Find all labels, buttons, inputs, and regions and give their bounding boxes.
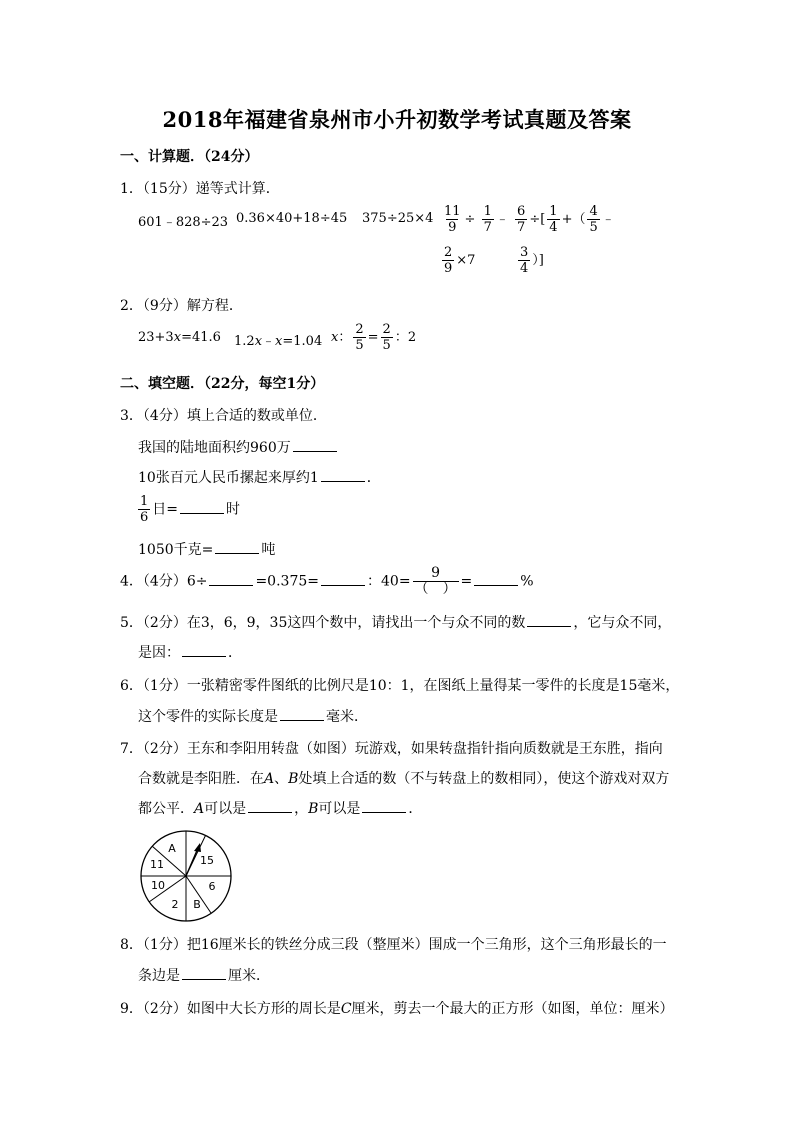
fraction: $\frac{11}{9}$ <box>444 204 461 235</box>
fraction: $\frac{2}{5}$ <box>382 322 391 353</box>
question-3-line-4: 1050千克= 吨 <box>138 542 276 558</box>
fraction: $\frac{1}{4}$ <box>549 204 558 235</box>
spinner-label: 2 <box>171 898 179 911</box>
answer-blank[interactable] <box>362 811 406 813</box>
equation-1: 23+3x=41.6 <box>138 330 221 345</box>
answer-blank[interactable] <box>215 552 259 554</box>
fraction: $\frac{1}{7}$ <box>483 204 492 235</box>
fraction: $\frac{2}{5}$ <box>355 322 364 353</box>
fraction: $\frac{6}{7}$ <box>517 204 526 235</box>
question-8-line-1: 8．（1分）把16厘米长的铁丝分成三段（整厘米）围成一个三角形，这个三角形最长的一 <box>120 937 667 953</box>
section-calculation: 一、计算题．（24分） <box>120 149 259 165</box>
question-6-line-2: 这个零件的实际长度是 毫米． <box>138 709 368 725</box>
section-fill-in: 二、填空题．（22分，每空1分） <box>120 376 325 392</box>
spinner-figure <box>138 828 234 924</box>
page-title: 2018年福建省泉州市小升初数学考试真题及答案 <box>162 107 632 132</box>
equation-3: x： $\frac{2}{5}$ = $\frac{2}{5}$ ：2 <box>331 322 417 353</box>
question-3-line-2: 10张百元人民币摞起来厚约1 ． <box>138 470 381 486</box>
spinner-label: 10 <box>151 879 165 892</box>
answer-blank[interactable] <box>180 512 224 514</box>
answer-blank[interactable] <box>321 480 365 482</box>
question-8-line-2: 条边是 厘米． <box>138 968 270 984</box>
answer-blank[interactable] <box>293 450 337 452</box>
question-1-heading: 1．（15分）递等式计算． <box>120 181 280 197</box>
question-7-line-2: 合数就是李阳胜．在A、B处填上合适的数（不与转盘上的数相同），使这个游戏对双方 <box>138 771 670 787</box>
question-3-line-3: $\frac{1}{6}$ 日= 时 <box>140 494 241 525</box>
question-7-line-1: 7．（2分）王东和李阳用转盘（如图）玩游戏，如果转盘指针指向质数就是王东胜，指向 <box>120 741 663 757</box>
answer-blank[interactable] <box>474 584 518 586</box>
equation-2: 1.2x﹣x=1.04 <box>234 334 323 349</box>
question-7-line-3: 都公平．A可以是 ，B可以是 ． <box>138 801 423 817</box>
fraction: $\frac{9}{( )}$ <box>414 565 457 597</box>
spinner-label: 15 <box>200 854 214 867</box>
spinner-label: 6 <box>208 880 216 893</box>
question-5-line-2: 是因： ． <box>138 645 242 661</box>
question-2-heading: 2．（9分）解方程． <box>120 298 243 314</box>
pointer-arrow-icon <box>194 843 201 852</box>
answer-blank[interactable] <box>182 978 226 980</box>
question-3-heading: 3．（4分）填上合适的数或单位． <box>120 408 327 424</box>
expression-1: 601﹣828÷23 <box>138 215 229 230</box>
question-5-line-1: 5．（2分）在3，6，9，35这四个数中，请找出一个与众不同的数 ，它与众不同， <box>120 615 672 631</box>
answer-blank[interactable] <box>321 584 365 586</box>
fraction: $\frac{3}{4}$ <box>520 245 529 276</box>
answer-blank[interactable] <box>248 811 292 813</box>
expression-4-line-1: $\frac{11}{9}$ ÷ $\frac{1}{7}$ ﹣ $\frac{6}{7}$ ÷[ $\frac{1}{4}$ +（ $\frac{4}{5}$ ﹣ <box>444 204 615 235</box>
spinner-label: 11 <box>150 858 164 871</box>
question-3-line-1: 我国的陆地面积约960万 <box>138 437 339 457</box>
answer-blank[interactable] <box>280 719 324 721</box>
fraction: $\frac{1}{6}$ <box>140 494 149 525</box>
answer-blank[interactable] <box>209 584 253 586</box>
spinner-label: B <box>193 898 201 911</box>
fraction: $\frac{2}{9}$ <box>444 245 453 276</box>
spinner-label: A <box>168 842 176 855</box>
expression-3: 375÷25×4 <box>362 211 434 226</box>
question-6-line-1: 6．（1分）一张精密零件图纸的比例尺是10：1，在图纸上量得某一零件的长度是15毫米， <box>120 678 680 694</box>
answer-blank[interactable] <box>527 625 571 627</box>
expression-4-line-2b: $\frac{3}{4}$ ）] <box>520 245 544 276</box>
fraction: $\frac{4}{5}$ <box>589 204 598 235</box>
expression-4-line-2a: $\frac{2}{9}$ ×7 <box>444 245 476 276</box>
expression-2: 0.36×40+18÷45 <box>236 211 348 226</box>
question-9-line-1: 9．（2分）如图中大长方形的周长是C厘米，剪去一个最大的正方形（如图，单位：厘米） <box>120 1001 674 1017</box>
answer-blank[interactable] <box>182 655 226 657</box>
question-4: 4．（4分）6÷ =0.375= ：40= $\frac{9}{( )}$ = % <box>120 565 534 597</box>
